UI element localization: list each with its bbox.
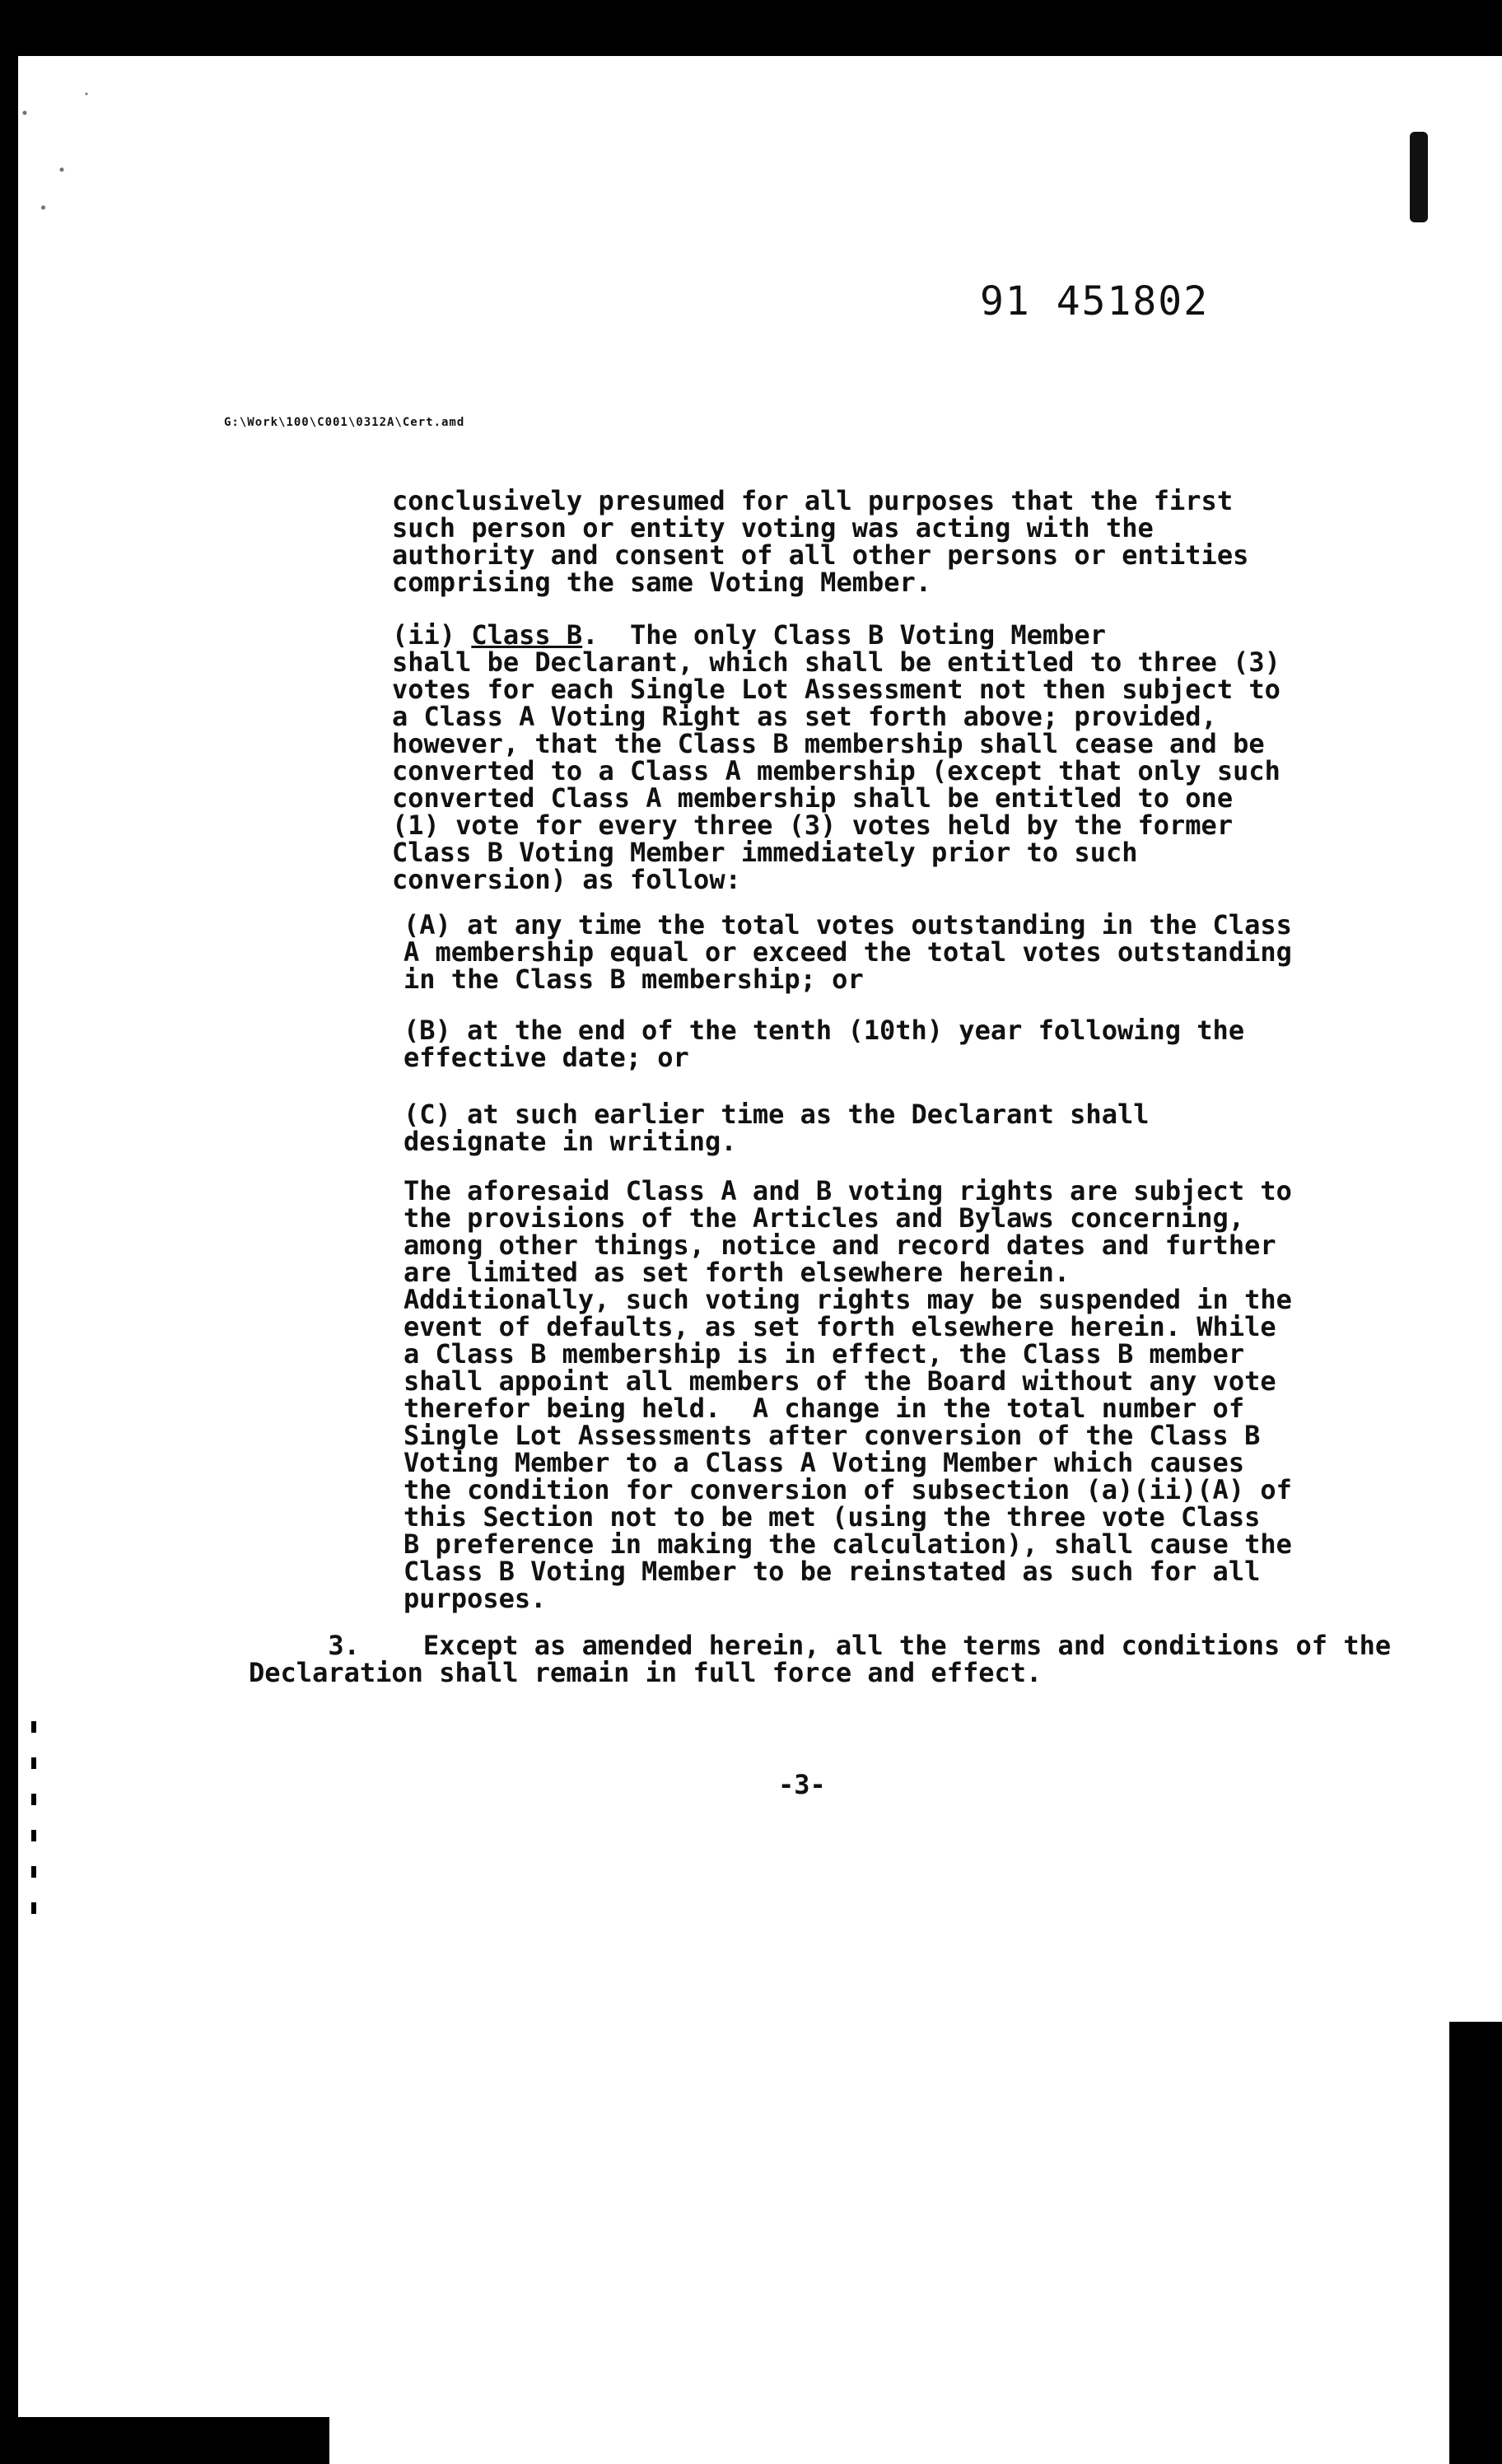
scan-border-bottom-right [1449,2022,1502,2464]
scan-border-bottom-left [0,2417,329,2464]
list-item-a: (A) at any time the total votes outstanding in the Class A membership equal or exceed the total votes outstanding in the Class B membership; or [403,909,1292,995]
scan-ticks-left [31,1721,36,1935]
list-item-c: (C) at such earlier time as the Declarant shall designate in writing. [403,1099,1150,1157]
document-number: 91 451802 [980,278,1210,324]
class-b-text: . The only Class B Voting Member shall be Declarant, which shall be entitled to three (3) votes for each Single Lot Assessment not then subject to a Class A Voting Right as set forth above; provided, however, that the Class B membership shall cease and be converted to a Class A membership (except that only such converted Class A membership shall be entitled to one (1) vote for every three (3) votes held by the former Class B Voting Member immediately prior to such conversion) as follow: [392,619,1280,895]
class-b-number: (ii) [392,619,472,651]
list-item-b: (B) at the end of the tenth (10th) year following the effective date; or [403,1015,1245,1073]
scan-border-top [0,0,1502,56]
paragraph-aforesaid: The aforesaid Class A and B voting rights are subject to the provisions of the Articles and Bylaws concerning, among other things, notice and record dates and further are limited as set forth elsewhere herein. Additionally, such voting rights may be suspended in the event of defaults, as set forth elsewhere herein. While a Class B membership is in effect, the Class B member shall appoint all members of the Board without any vote therefor being held. A change in the total number of Single Lot Assessments after conversion of the Class B Voting Member to a Class A Voting Member which causes the condition for conversion of subsection (a)(ii)(A) of this Section not to be met (using the three vote Class B preference in making the calculation), shall cause the Class B Voting Member to be reinstated as such for all purposes. [403,1175,1292,1614]
page-number: -3- [778,1769,826,1800]
scan-speckle [0,56,124,245]
scan-mark-right [1410,132,1428,222]
paragraph-class-b [392,619,1280,895]
file-path: G:\Work\100\C001\0312A\Cert.amd [224,416,465,429]
paragraph-section-3: 3. Except as amended herein, all the terms and conditions of the Declaration shall remain in full force and effect. [249,1630,1392,1688]
paragraph-continuation: conclusively presumed for all purposes that the first such person or entity voting was acting with the authority and consent of all other persons or entities comprising the same Voting Member. [392,485,1249,598]
scan-border-left [0,0,18,2464]
class-b-heading: Class B [471,619,583,651]
